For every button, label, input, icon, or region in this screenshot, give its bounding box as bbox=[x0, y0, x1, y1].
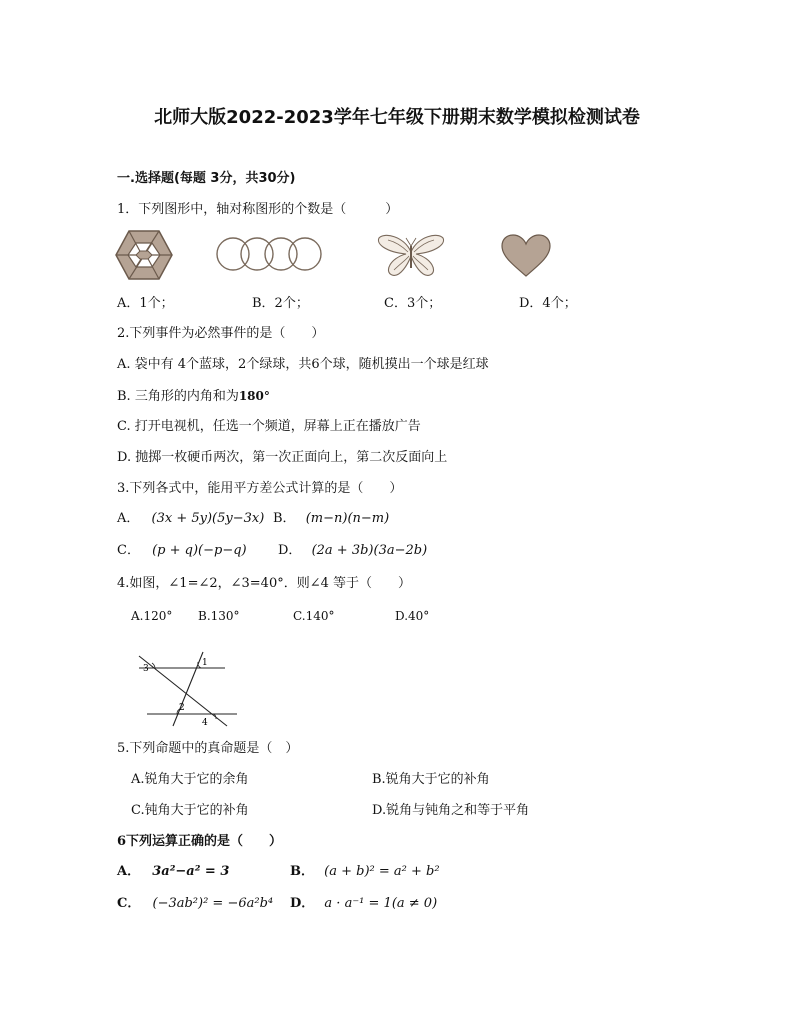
q2-option-b-text: B. 三角形的内角和为 bbox=[117, 389, 239, 404]
angle-label-4: 4 bbox=[202, 718, 208, 728]
q6-option-b-expr: (a + b)² = a² + b² bbox=[324, 864, 440, 879]
four-rings-figure bbox=[215, 234, 323, 274]
q2-option-d: D. 抛掷一枚硬币两次，第一次正面向上，第二次反面向上 bbox=[117, 450, 448, 465]
q3-option-c-label: C． bbox=[117, 543, 140, 558]
q3-option-d-expr: (2a + 3b)(3a−2b) bbox=[311, 543, 428, 558]
question-4-stem: 4.如图，∠1=∠2，∠3=40°．则∠4 等于（ ） bbox=[117, 576, 412, 591]
question-2-stem: 2.下列事件为必然事件的是（ ） bbox=[117, 326, 325, 341]
q6-option-c-expr: (−3ab²)² = −6a²b⁴ bbox=[152, 896, 274, 911]
q6-option-a bbox=[117, 864, 229, 880]
q6-option-c-label: C． bbox=[117, 896, 141, 911]
q4-option-b: B.130° bbox=[198, 609, 240, 623]
q5-option-a: A.锐角大于它的余角 bbox=[131, 772, 249, 787]
q6-option-d-label: D． bbox=[290, 896, 315, 911]
q2-option-a: A. 袋中有 4个蓝球，2个绿球，共6个球，随机摸出一个球是红球 bbox=[117, 357, 489, 372]
q6-option-c bbox=[117, 896, 273, 912]
q1-option-a: A．1个； bbox=[117, 296, 174, 311]
hexagon-knot-figure bbox=[114, 229, 174, 281]
q6-option-a-expr: 3a²−a² = 3 bbox=[152, 864, 230, 879]
parallel-lines-figure bbox=[135, 650, 245, 728]
page-title: 北师大版2022-2023学年七年级下册期末数学模拟检测试卷 bbox=[154, 107, 640, 128]
q1-option-c: C．3个； bbox=[384, 296, 442, 311]
transversal-left bbox=[139, 656, 227, 726]
q6-option-b bbox=[290, 864, 440, 880]
q3-option-a-label: A． bbox=[117, 511, 140, 526]
q3-option-c bbox=[117, 543, 247, 559]
question-1-stem: 1．下列图形中，轴对称图形的个数是（ ） bbox=[117, 202, 399, 217]
q3-option-b bbox=[273, 511, 389, 527]
q6-option-d bbox=[290, 896, 437, 912]
q3-option-b-expr: (m−n)(n−m) bbox=[305, 511, 390, 526]
q3-option-a bbox=[117, 511, 264, 527]
q2-option-b bbox=[117, 388, 270, 405]
q5-option-c: C.钝角大于它的补角 bbox=[131, 803, 249, 818]
q3-option-b-label: B． bbox=[273, 511, 296, 526]
angle-label-2: 2 bbox=[179, 703, 185, 713]
q1-option-b: B．2个； bbox=[252, 296, 309, 311]
q3-option-d bbox=[278, 543, 427, 559]
q6-option-b-label: B． bbox=[290, 864, 314, 879]
section-heading: 一.选择题(每题 3分，共30分) bbox=[117, 171, 296, 186]
q4-option-d: D.40° bbox=[395, 609, 430, 623]
q5-option-d: D.锐角与钝角之和等于平角 bbox=[372, 803, 530, 818]
angle-label-1: 1 bbox=[202, 658, 208, 668]
q3-option-c-expr: (p + q)(−p−q) bbox=[152, 543, 247, 558]
angle-label-3: 3 bbox=[143, 664, 149, 674]
q6-option-a-label: A． bbox=[117, 864, 141, 879]
q3-option-a-expr: (3x + 5y)(5y−3x) bbox=[151, 511, 265, 526]
q4-option-c: C.140° bbox=[293, 609, 335, 623]
transversal-right bbox=[173, 652, 203, 726]
question-6-stem: 6下列运算正确的是（ ） bbox=[117, 834, 283, 849]
q6-option-d-expr: a · a⁻¹ = 1(a ≠ 0) bbox=[324, 896, 438, 911]
q4-option-a: A.120° bbox=[131, 609, 173, 623]
heart-figure bbox=[500, 234, 552, 278]
question-5-stem: 5.下列命题中的真命题是（ ） bbox=[117, 741, 299, 756]
question-3-stem: 3.下列各式中，能用平方差公式计算的是（ ） bbox=[117, 481, 403, 496]
q1-option-d: D．4个； bbox=[519, 296, 577, 311]
q2-option-b-value: 180° bbox=[238, 389, 270, 403]
butterfly-figure bbox=[376, 232, 446, 278]
q3-option-d-label: D． bbox=[278, 543, 302, 558]
q5-option-b: B.锐角大于它的补角 bbox=[372, 772, 490, 787]
q2-option-c: C. 打开电视机，任选一个频道，屏幕上正在播放广告 bbox=[117, 419, 421, 434]
